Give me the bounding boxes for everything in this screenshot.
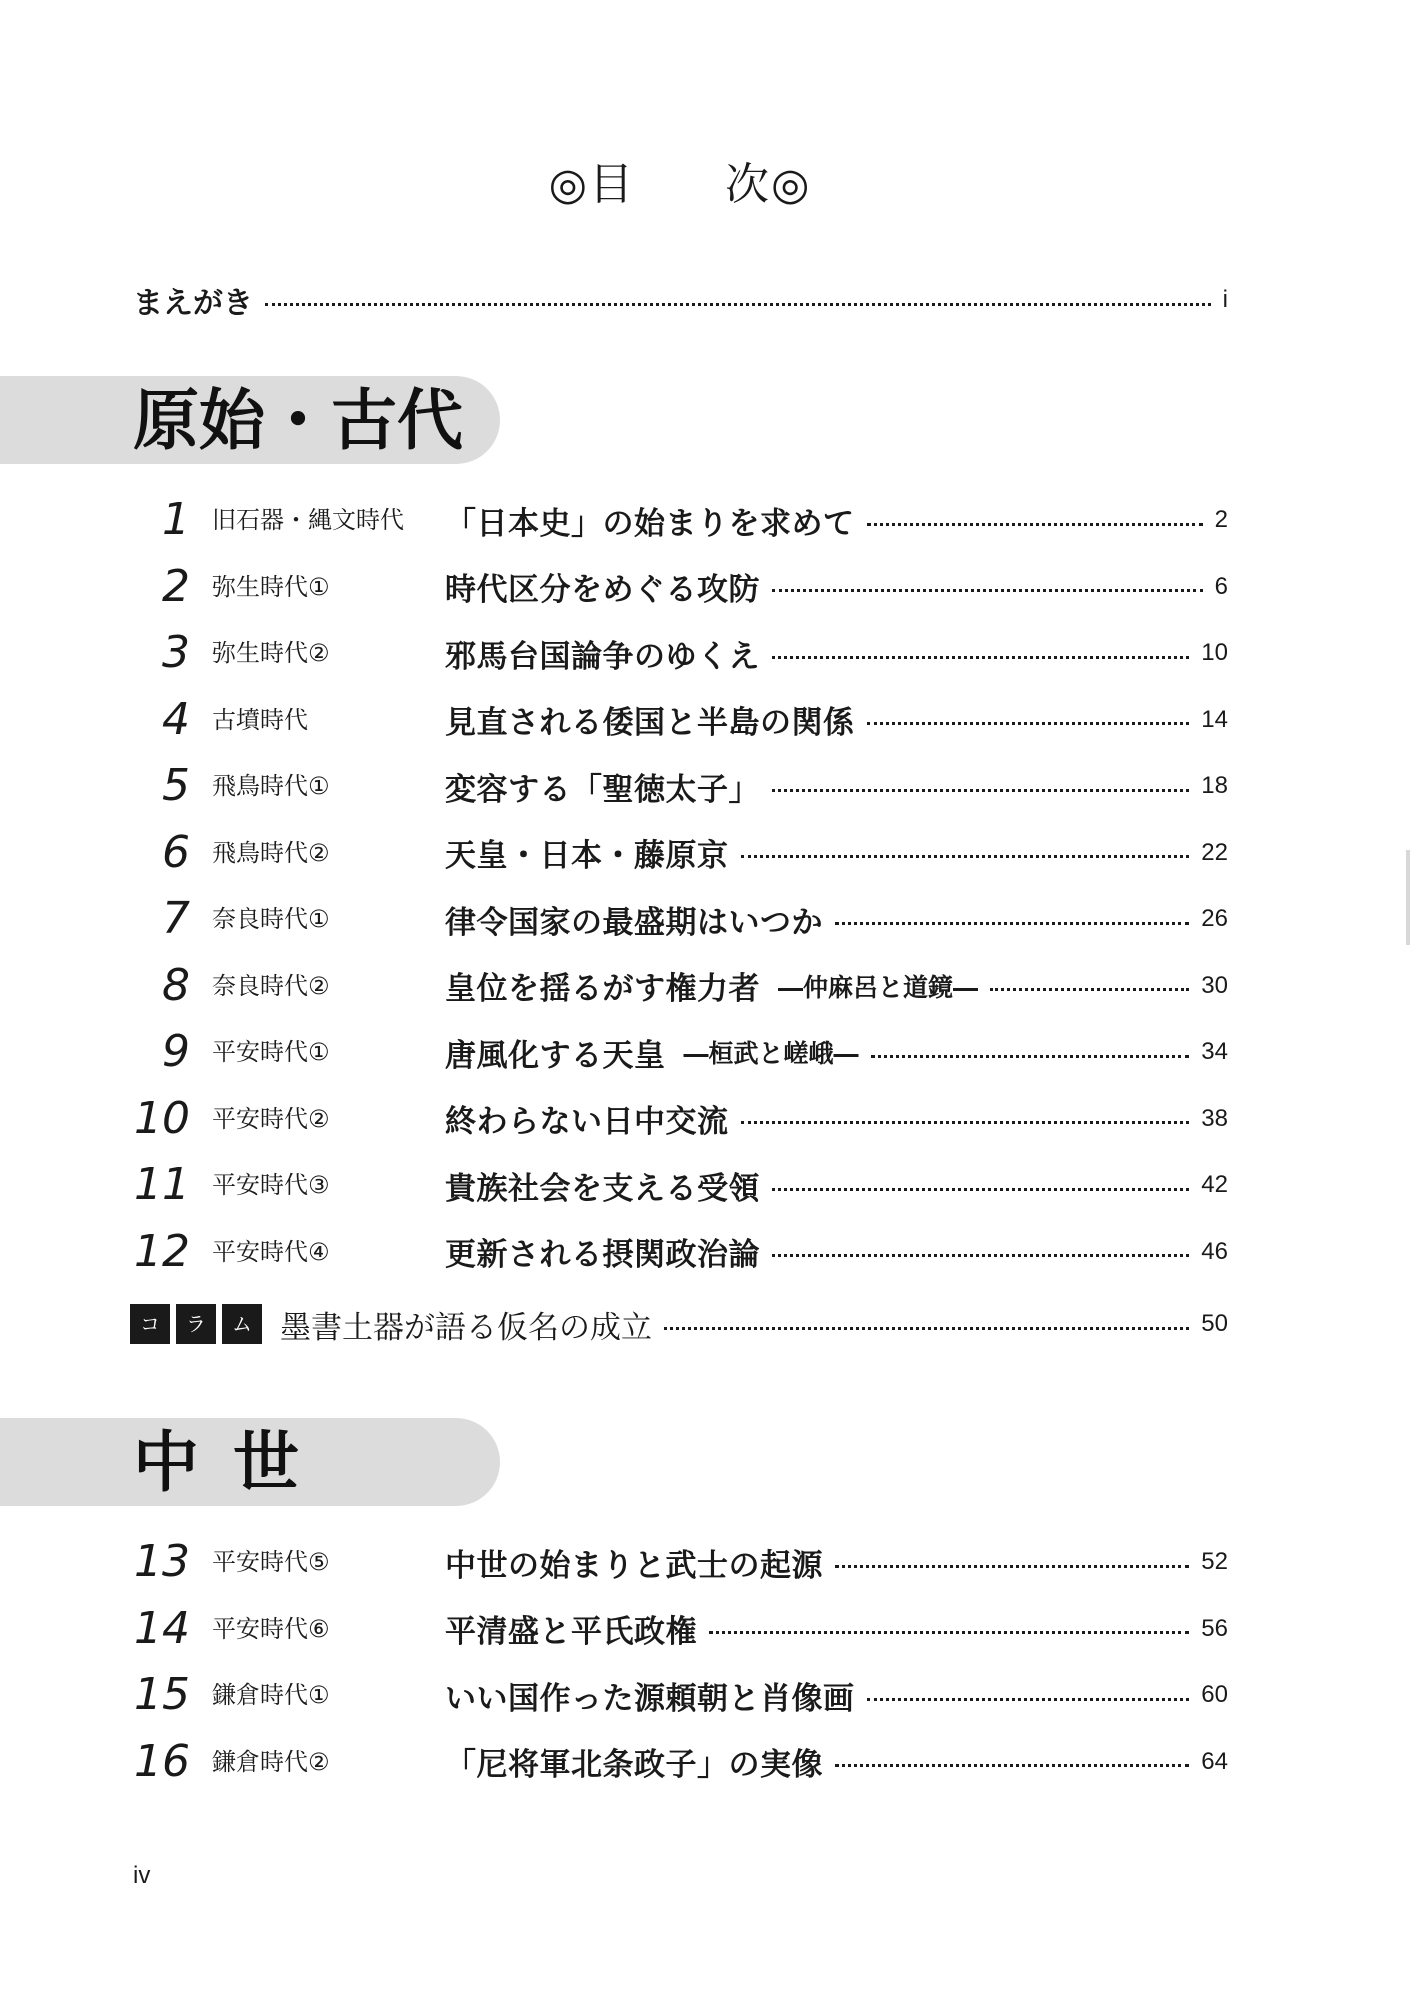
chapter-era: 弥生時代①: [212, 572, 330, 601]
section-title-ancient: 原始・古代: [133, 381, 463, 459]
chapter-number: 5: [162, 760, 190, 811]
chapter-era: 旧石器・縄文時代: [212, 506, 404, 534]
toc-entry[interactable]: [0, 692, 1410, 748]
leader-dots: [664, 1327, 1189, 1330]
chapter-line: [445, 891, 1228, 947]
chapter-number: 16: [134, 1735, 190, 1787]
chapter-era: 奈良時代①: [212, 905, 330, 933]
chapter-era: 平安時代③: [212, 1171, 330, 1199]
chapter-line: [445, 1091, 1228, 1147]
chapter-page-number: 46: [1201, 1237, 1228, 1265]
chapter-era: 平安時代⑥: [212, 1614, 330, 1643]
chapter-page-number: 34: [1201, 1038, 1228, 1065]
column-title: 墨書土器が語る仮名の成立: [280, 1309, 652, 1346]
chapter-era: 飛鳥時代①: [212, 772, 330, 800]
chapter-title: 「日本史」の始まりを求めて: [445, 505, 855, 542]
leader-dots: [265, 303, 1211, 306]
chapter-page-number: 60: [1201, 1681, 1228, 1708]
chapter-line: [445, 1024, 1228, 1080]
chapter-era: 飛鳥時代②: [212, 838, 330, 867]
chapter-title: 平清盛と平氏政権: [445, 1614, 697, 1650]
chapter-title: いい国作った源頼朝と肖像画: [445, 1680, 855, 1717]
chapter-number: 10: [134, 1092, 190, 1144]
page-edge-mark: [1406, 850, 1410, 945]
preface-label: まえがき: [133, 286, 253, 321]
toc-entry[interactable]: [0, 1601, 1410, 1657]
chapter-line: [445, 1601, 1228, 1657]
chapter-number: 2: [162, 560, 190, 612]
toc-entry[interactable]: [0, 958, 1410, 1014]
chapter-title: 時代区分をめぐる攻防: [445, 572, 760, 608]
chapter-number: 13: [134, 1536, 190, 1587]
leader-dots: [741, 855, 1190, 858]
chapter-title: 変容する「聖徳太子」: [445, 771, 760, 808]
chapter-title: 見直される倭国と半島の関係: [445, 705, 855, 741]
toc-entry[interactable]: [0, 825, 1410, 881]
chapter-era: 鎌倉時代①: [212, 1681, 330, 1709]
chapter-line: [445, 559, 1228, 615]
toc-entry[interactable]: [0, 1224, 1410, 1280]
toc-entry-preface[interactable]: [133, 278, 1228, 322]
toc-entry[interactable]: [0, 758, 1410, 814]
leader-dots: [772, 789, 1189, 792]
section-title-medieval-left: 中: [133, 1423, 199, 1501]
column-tag: ム: [222, 1304, 262, 1344]
column-tag: ラ: [176, 1304, 216, 1344]
chapter-number: 15: [134, 1669, 190, 1720]
chapter-line: [445, 1534, 1228, 1590]
chapter-era: 平安時代②: [212, 1104, 330, 1133]
chapter-era: 古墳時代: [212, 705, 308, 734]
leader-dots: [867, 523, 1203, 526]
chapter-title: 皇位を揺るがす権力者: [445, 971, 760, 1007]
leader-dots: [741, 1121, 1190, 1124]
chapter-page-number: 14: [1201, 705, 1228, 733]
toc-entry[interactable]: [0, 1091, 1410, 1147]
chapter-title: 貴族社会を支える受領: [445, 1170, 760, 1207]
chapter-page-number: 42: [1201, 1171, 1228, 1198]
chapter-page-number: 2: [1214, 506, 1228, 533]
toc-entry-column[interactable]: [130, 1296, 1228, 1352]
chapter-page-number: 22: [1201, 838, 1228, 866]
chapter-number: 14: [134, 1602, 190, 1654]
toc-entry[interactable]: [0, 1667, 1410, 1723]
chapter-page-number: 18: [1201, 772, 1228, 799]
chapter-era: 平安時代⑤: [212, 1548, 330, 1576]
page-folio: iv: [133, 1862, 151, 1889]
toc-entry[interactable]: [0, 1534, 1410, 1590]
section-title-medieval-right: 世: [233, 1423, 299, 1501]
leader-dots: [709, 1631, 1189, 1634]
leader-dots: [772, 1188, 1189, 1191]
chapter-line: [445, 825, 1228, 881]
chapter-line: [445, 492, 1228, 548]
chapter-line: [445, 958, 1228, 1014]
leader-dots: [867, 722, 1190, 725]
chapter-era: 平安時代①: [212, 1038, 330, 1066]
leader-dots: [835, 1565, 1189, 1568]
chapter-subtitle: ―桓武と嵯峨―: [683, 1039, 859, 1068]
chapter-number: 12: [134, 1225, 190, 1277]
chapter-line: [445, 758, 1228, 814]
toc-entry[interactable]: [0, 1157, 1410, 1213]
toc-heading-left: ◎目: [548, 159, 635, 210]
chapter-page-number: 64: [1201, 1747, 1228, 1775]
chapter-number: 9: [162, 1026, 190, 1077]
chapter-title: 唐風化する天皇: [445, 1037, 666, 1074]
toc-entry[interactable]: [0, 891, 1410, 947]
chapter-number: 11: [134, 1159, 190, 1210]
chapter-title: 終わらない日中交流: [445, 1104, 729, 1140]
chapter-line: [445, 1734, 1228, 1790]
toc-heading: [0, 155, 1360, 215]
leader-dots: [990, 988, 1189, 991]
chapter-line: [445, 692, 1228, 748]
chapter-title: 邪馬台国論争のゆくえ: [445, 638, 760, 675]
preface-page-number: i: [1222, 286, 1228, 313]
chapter-number: 7: [162, 893, 190, 944]
chapter-subtitle: ―仲麻呂と道鏡―: [778, 972, 979, 1002]
toc-entry[interactable]: [0, 1024, 1410, 1080]
toc-entry[interactable]: [0, 492, 1410, 548]
chapter-number: 8: [162, 959, 190, 1011]
chapter-page-number: 38: [1201, 1104, 1228, 1132]
chapter-page-number: 6: [1214, 572, 1228, 600]
section-title-medieval: [133, 1418, 299, 1506]
chapter-title: 天皇・日本・藤原京: [445, 838, 729, 874]
chapter-line: [445, 625, 1228, 681]
chapter-era: 弥生時代②: [212, 639, 330, 667]
chapter-title: 「尼将軍北条政子」の実像: [445, 1747, 823, 1783]
chapter-line: [445, 1157, 1228, 1213]
toc-entry[interactable]: [0, 625, 1410, 681]
chapter-era: 平安時代④: [212, 1237, 330, 1266]
leader-dots: [871, 1055, 1190, 1058]
leader-dots: [772, 1254, 1189, 1257]
chapter-line: [445, 1224, 1228, 1280]
chapter-page-number: 30: [1201, 971, 1228, 999]
chapter-number: 6: [162, 826, 190, 878]
chapter-page-number: 26: [1201, 905, 1228, 932]
toc-heading-right: 次◎: [725, 159, 812, 210]
leader-dots: [772, 656, 1189, 659]
chapter-title: 律令国家の最盛期はいつか: [445, 904, 823, 941]
chapter-era: 奈良時代②: [212, 971, 330, 1000]
chapter-number: 4: [162, 693, 190, 745]
leader-dots: [772, 589, 1203, 592]
leader-dots: [835, 922, 1189, 925]
column-tag-group: [130, 1304, 262, 1344]
chapter-page-number: 56: [1201, 1614, 1228, 1642]
chapter-era: 鎌倉時代②: [212, 1747, 330, 1776]
chapter-number: 1: [162, 494, 190, 545]
chapter-number: 3: [162, 627, 190, 678]
toc-entry[interactable]: [0, 1734, 1410, 1790]
chapter-title: 更新される摂関政治論: [445, 1237, 760, 1273]
chapter-page-number: 52: [1201, 1548, 1228, 1575]
leader-dots: [835, 1764, 1189, 1767]
chapter-line: [445, 1667, 1228, 1723]
leader-dots: [867, 1698, 1190, 1701]
column-tag: コ: [130, 1304, 170, 1344]
chapter-title: 中世の始まりと武士の起源: [445, 1547, 823, 1584]
toc-entry[interactable]: [0, 559, 1410, 615]
column-page-number: 50: [1201, 1310, 1228, 1337]
chapter-page-number: 10: [1201, 639, 1228, 666]
